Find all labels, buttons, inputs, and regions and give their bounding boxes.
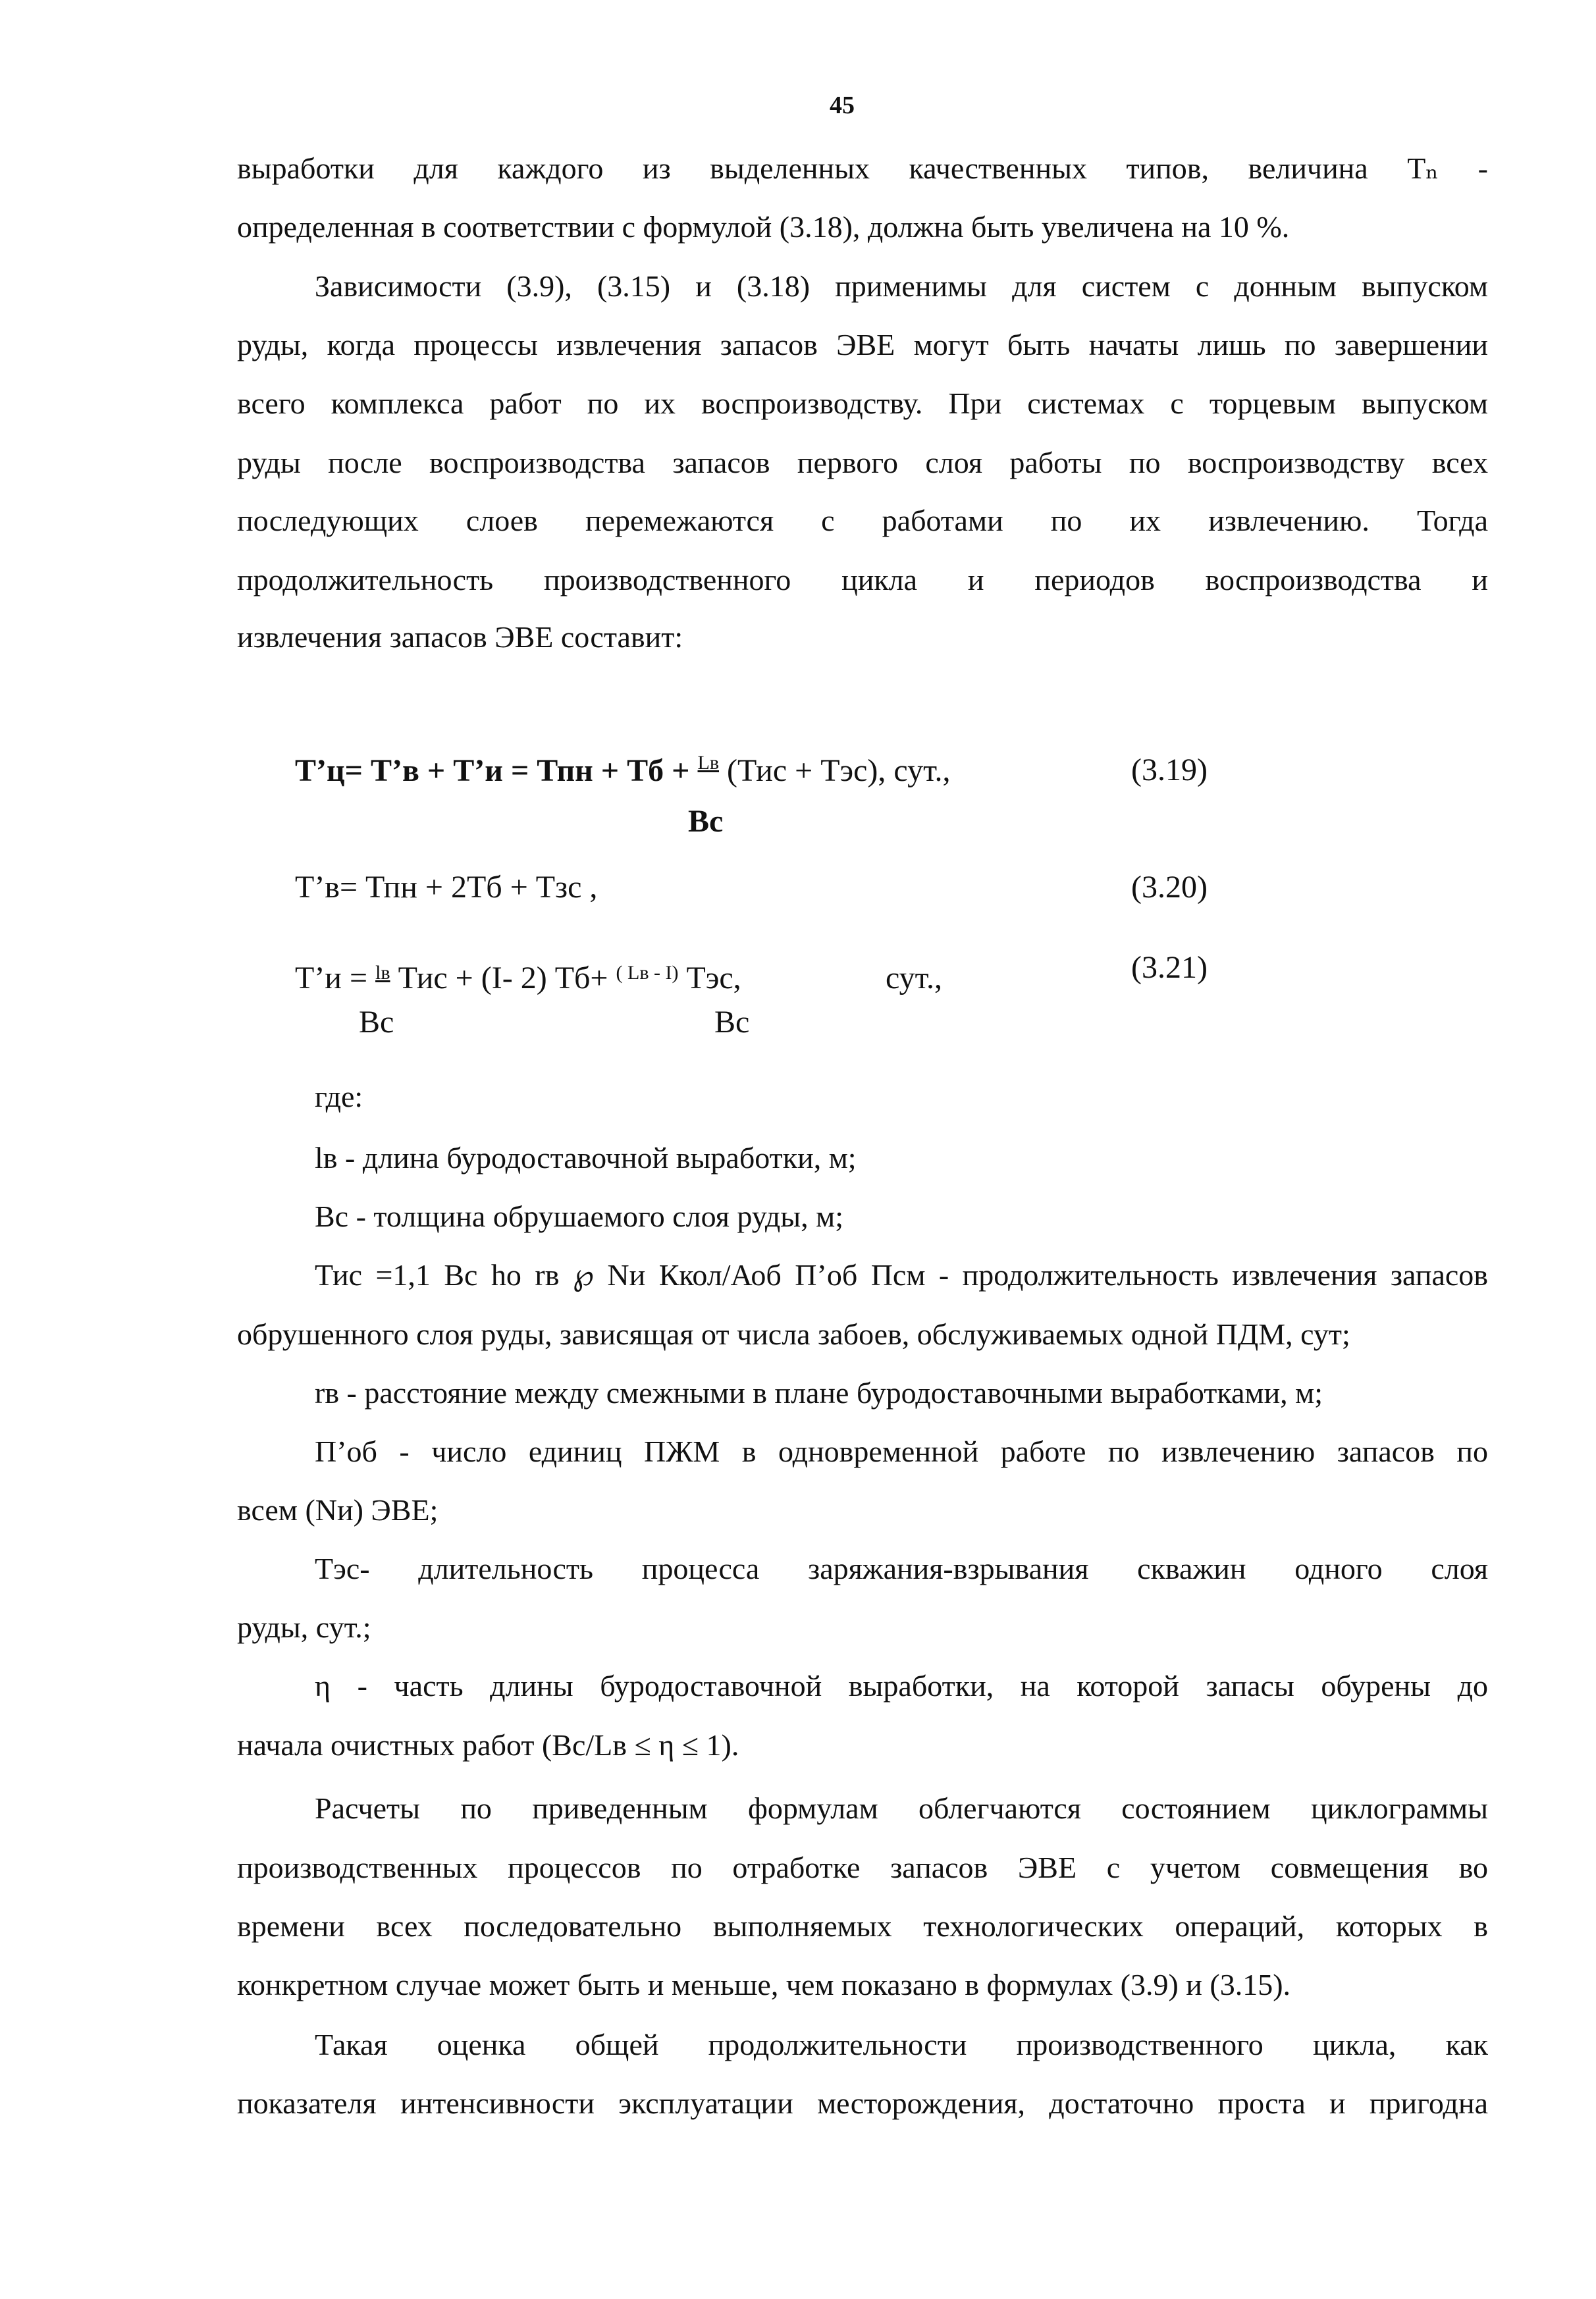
formula-3-21-part-b: Тис + (I- 2) Тб+ — [390, 961, 616, 995]
definition-pob-line2: всем (Nи) ЭВЕ; — [237, 1493, 439, 1527]
formula-3-19-denominator: Вс — [688, 804, 724, 839]
formula-3-19-fraction-numerator: Lв — [697, 752, 720, 774]
page-number: 45 — [830, 92, 855, 119]
formula-3-19 — [295, 752, 950, 789]
formula-3-21-number: (3.21) — [1131, 950, 1208, 985]
formula-3-21-denominator2: Вс — [714, 1005, 750, 1040]
formula-3-21 — [295, 960, 741, 996]
formula-3-20-number: (3.20) — [1131, 870, 1208, 905]
paragraph2-line2: руды, когда процессы извлечения запасов ЭВЕ могут быть начаты лишь по завершении — [237, 328, 1488, 361]
paragraph2-line5: последующих слоев перемежаются с работами по их извлечению. Тогда — [237, 504, 1488, 537]
definition-lv: lв - длина буродоставочной выработки, м; — [315, 1141, 857, 1175]
paragraph4-line2: показателя интенсивности эксплуатации месторождения, достаточно проста и пригодна — [237, 2086, 1488, 2120]
formula-3-21-fraction2-numerator: ( Lв - I) — [616, 962, 679, 984]
paragraph3-line1: Расчеты по приведенным формулам облегчаются состоянием циклограммы — [315, 1791, 1488, 1825]
formula-3-21-part-a: Т’и = — [295, 961, 376, 995]
paragraph3-line4: конкретном случае может быть и меньше, чем показано в формулах (3.9) и (3.15). — [237, 1968, 1291, 2001]
formula-3-20: Т’в= Тпн + 2Тб + Тзс , — [295, 870, 598, 905]
formula-3-19-main: Т’ц= Т’в + Т’и = Тпн + Тб + — [295, 753, 698, 788]
paragraph1-line1: выработки для каждого из выделенных качественных типов, величина Тₙ - — [237, 151, 1488, 185]
paragraph4-line1: Такая оценка общей продолжительности производственного цикла, как — [315, 2028, 1488, 2061]
definition-eta-line2: начала очистных работ (Вс/Lв ≤ η ≤ 1). — [237, 1728, 739, 1762]
formula-3-21-fraction1-numerator: lв — [375, 962, 390, 984]
paragraph1-line2: определенная в соответствии с формулой (3.18), должна быть увеличена на 10 %. — [237, 210, 1290, 244]
paragraph3-line2: производственных процессов по отработке запасов ЭВЕ с учетом совмещения во — [237, 1851, 1488, 1884]
formula-3-19-number: (3.19) — [1131, 753, 1208, 787]
definition-tis-line1: Тис =1,1 Вс ho rв ℘ Nи Ккол/Аоб П’об Псм - продолжительность извлечения запасов — [315, 1258, 1488, 1292]
paragraph2-line1: Зависимости (3.9), (3.15) и (3.18) применимы для систем с донным выпуском — [315, 269, 1488, 303]
formula-3-21-denominator1: Вс — [359, 1005, 394, 1040]
paragraph2-line3: всего комплекса работ по их воспроизводству. При системах с торцевым выпуском — [237, 386, 1488, 420]
definition-rv: rв - расстояние между смежными в плане буродоставочными выработками, м; — [315, 1376, 1323, 1410]
definition-pob-line1: П’об - число единиц ПЖМ в одновременной работе по извлечению запасов по — [315, 1435, 1488, 1468]
paragraph2-line6: продолжительность производственного цикла и периодов воспроизводства и — [237, 563, 1488, 596]
formula-3-21-unit: сут., — [886, 961, 943, 995]
definition-tes-line2: руды, сут.; — [237, 1610, 371, 1644]
definition-eta-line1: η - часть длины буродоставочной выработки, на которой запасы обурены до — [315, 1669, 1488, 1703]
paragraph2-line4: руды после воспроизводства запасов первого слоя работы по воспроизводству всех — [237, 446, 1488, 479]
where-label: где: — [315, 1080, 363, 1113]
definition-tes-line1: Тэс- длительность процесса заряжания-взрывания скважин одного слоя — [315, 1552, 1488, 1585]
paragraph2-line7: извлечения запасов ЭВЕ составит: — [237, 620, 683, 654]
definition-bc: Вс - толщина обрушаемого слоя руды, м; — [315, 1200, 844, 1233]
formula-3-19-tail: (Тис + Тэс), сут., — [719, 753, 951, 788]
paragraph3-line3: времени всех последовательно выполняемых технологических операций, которых в — [237, 1909, 1488, 1943]
definition-tis-line2: обрушенного слоя руды, зависящая от числа забоев, обслуживаемых одной ПДМ, сут; — [237, 1317, 1350, 1351]
formula-3-21-part-c: Тэс, — [678, 961, 741, 995]
